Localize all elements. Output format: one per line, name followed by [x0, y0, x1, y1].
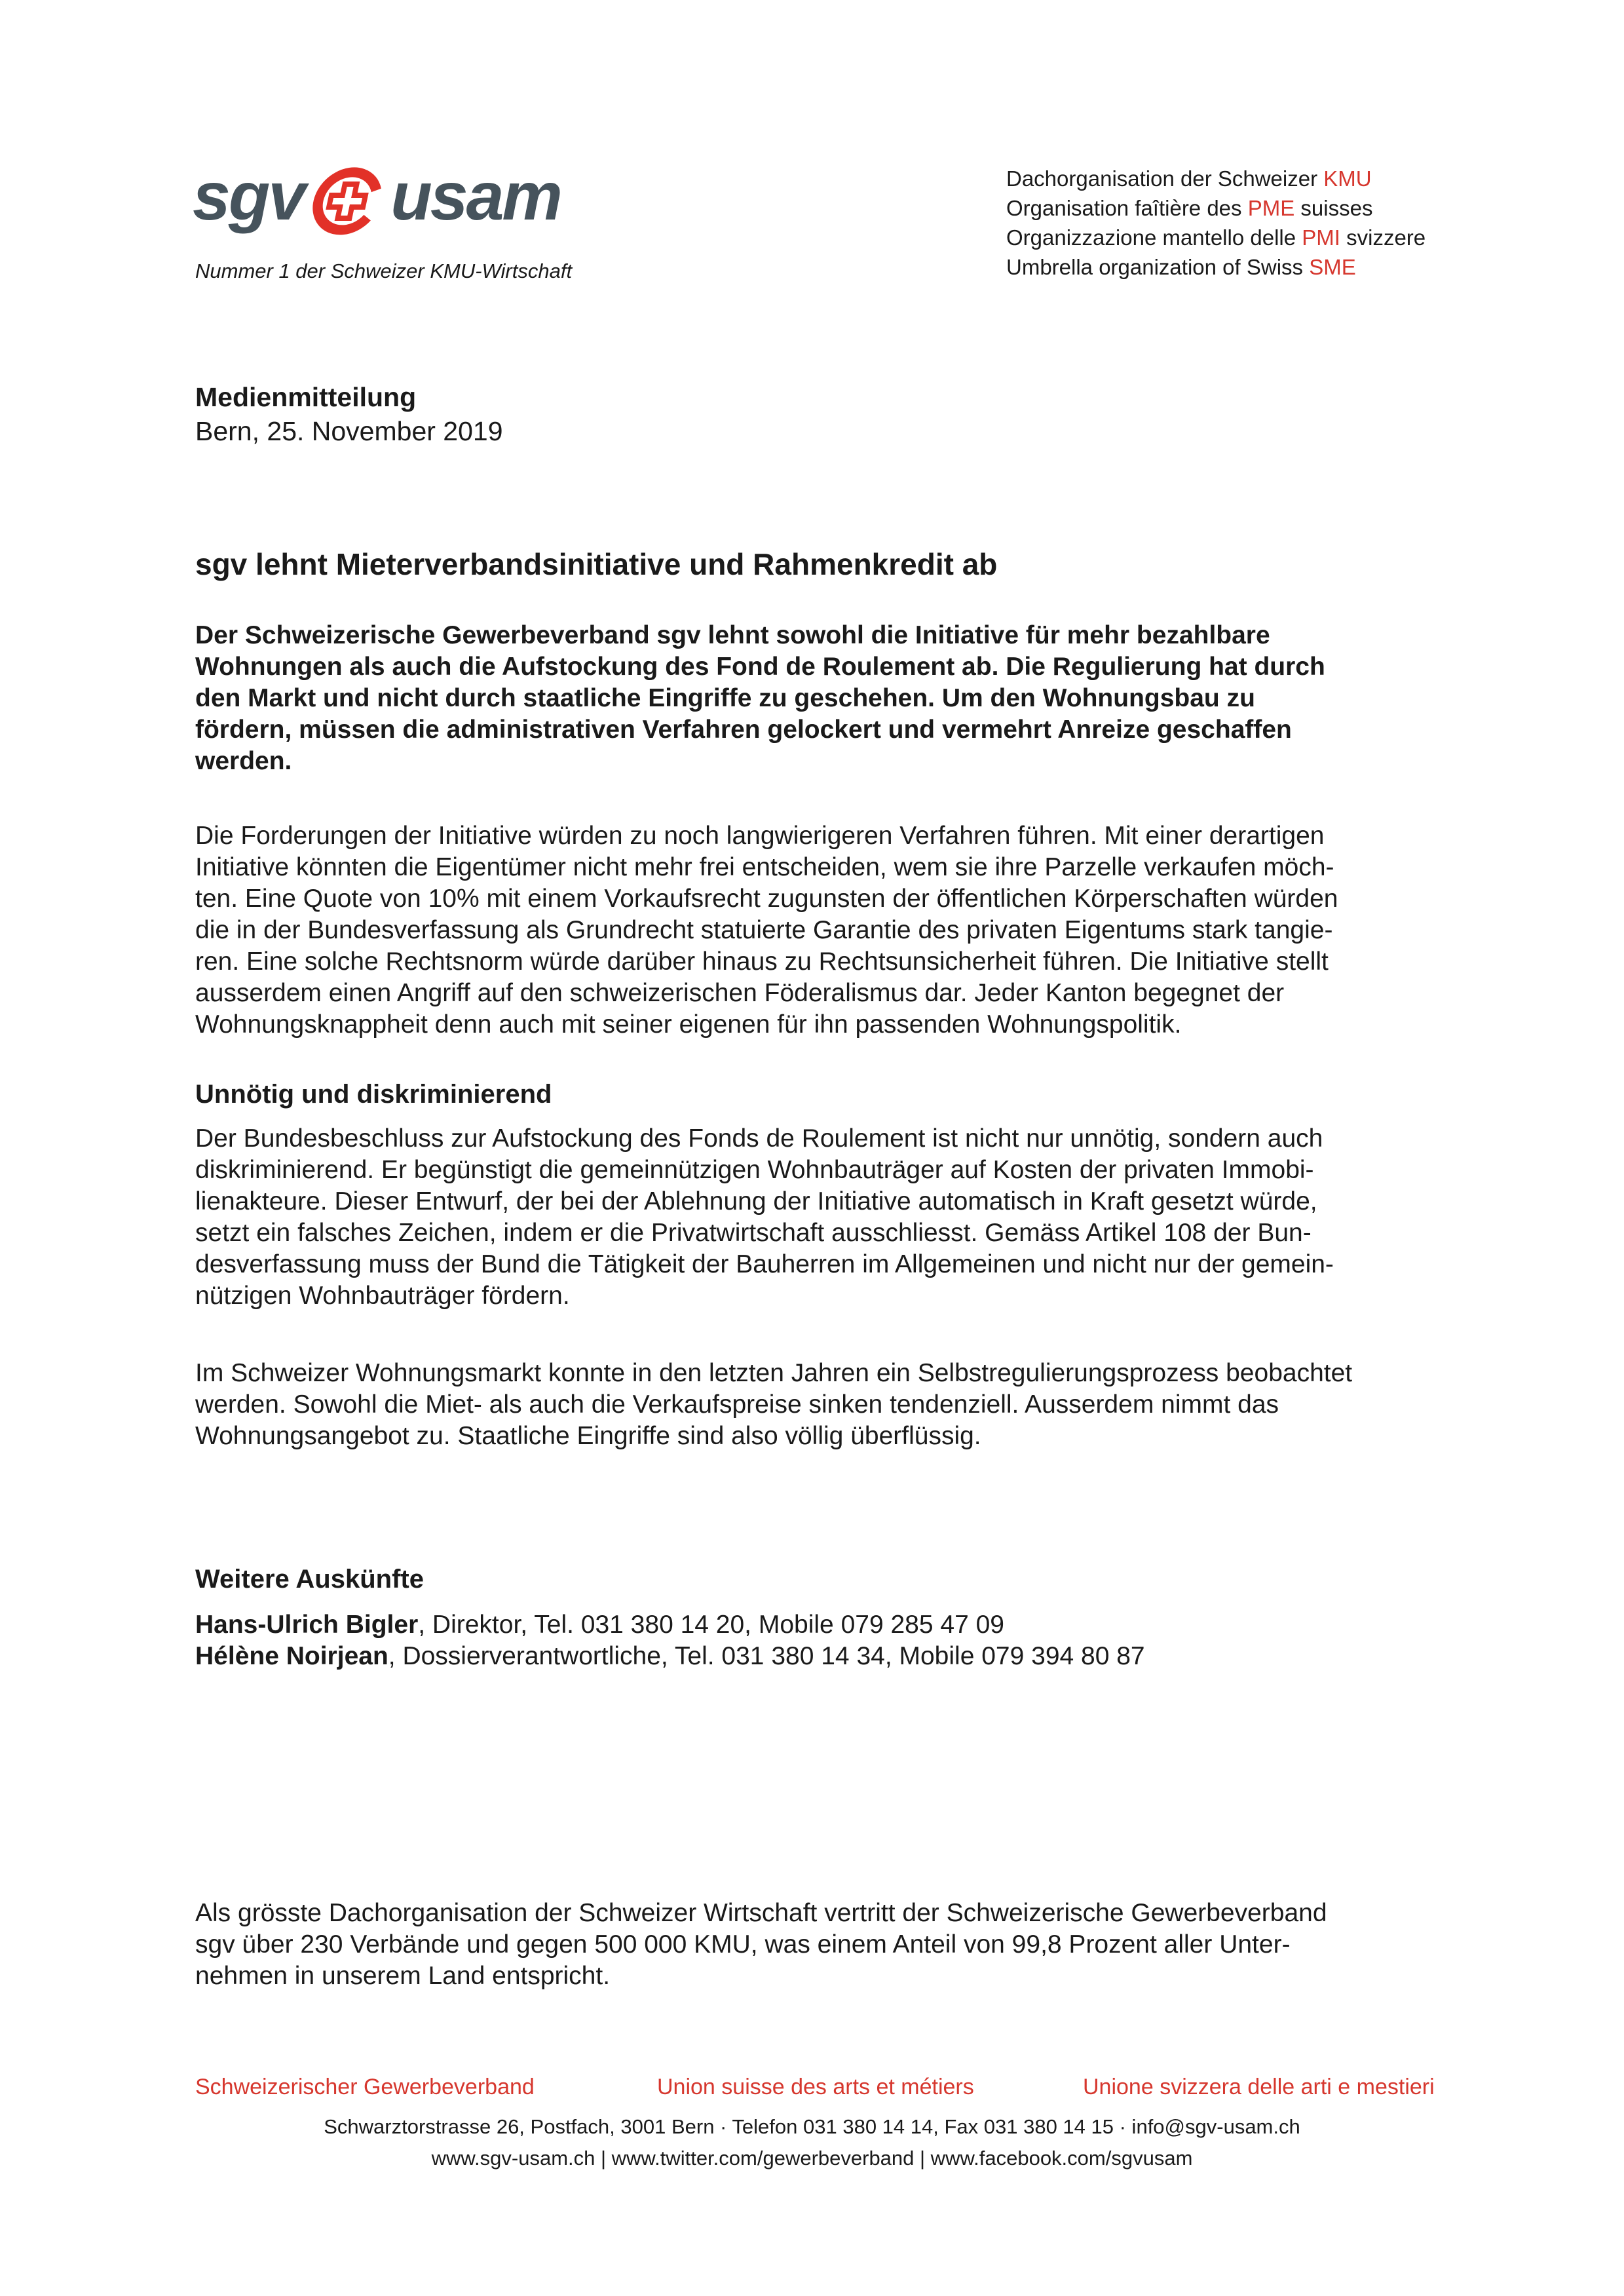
contact-details: , Dossierverantwortliche, Tel. 031 380 14 34, Mobile 079 394 80 87: [388, 1642, 1145, 1670]
contact-name: Hans-Ulrich Bigler: [195, 1611, 419, 1639]
contact-details: , Direktor, Tel. 031 380 14 20, Mobile 079 285 47 09: [418, 1611, 1004, 1639]
org-abbrev-sme: SME: [1309, 255, 1356, 279]
org-line-it: Organizzazione mantello delle PMI svizzere: [1006, 225, 1426, 250]
body-paragraph-2: Der Bundesbeschluss zur Aufstockung des Fonds de Roulement ist nicht nur unnötig, sondern auch diskriminierend. Er begünstigt die gemeinnützigen Wohnbauträger auf Kosten der privaten Immobi- lienakteure. Dieser Entwurf, der bei der Ablehnung der Initiative automatisch in Kraft gesetzt würde, setzt ein falsches Zeichen, indem er die Privatwirtschaft ausschliesst. Gemäss Artikel 108 der Bun- desverfassung muss der Bund die Tätigkeit der Bauherren im Allgemeinen und nicht nur der gemein- nützigen Wohnbauträger fördern.: [195, 1124, 1334, 1310]
swiss-cross-ring-icon: [311, 164, 384, 238]
contact-person: [195, 1609, 1145, 1641]
footer-org-name-de: Schweizerischer Gewerbeverband: [195, 2075, 535, 2099]
sgv-usam-logo: [193, 159, 561, 240]
contacts-block: [195, 1609, 1145, 1672]
org-abbrev-pme: PME: [1247, 196, 1295, 220]
dateline: Bern, 25. November 2019: [195, 416, 503, 446]
org-line-en: Umbrella organization of Swiss SME: [1006, 255, 1356, 279]
contacts-heading: Weitere Auskünfte: [195, 1565, 424, 1594]
org-abbrev-kmu: KMU: [1323, 166, 1372, 191]
footer-links-line: www.sgv-usam.ch | www.twitter.com/gewerbeverband | www.facebook.com/sgvusam: [431, 2147, 1193, 2170]
boilerplate-paragraph: Als grösste Dachorganisation der Schweizer Wirtschaft vertritt der Schweizerische Gewerbeverband sgv über 230 Verbände und gegen 500 000 KMU, was einem Anteil von 99,8 Prozent aller Unter- nehmen in unserem Land entspricht.: [195, 1899, 1327, 1990]
document-meta: [195, 380, 503, 448]
body-paragraph-3: Im Schweizer Wohnungsmarkt konnte in den letzten Jahren ein Selbstregulierungsprozess beobachtet werden. Sowohl die Miet- als auch die Verkaufspreise sinken tendenziell. Ausserdem nimmt das Wohnungsangebot zu. Staatliche Eingriffe sind also völlig überflüssig.: [195, 1359, 1353, 1450]
body-paragraph-1: Die Forderungen der Initiative würden zu noch langwierigeren Verfahren führen. Mit einer derartigen Initiative könnten die Eigentümer nicht mehr frei entscheiden, wem sie ihre Parzelle verkaufen möch- ten. Eine Quote von 10% mit einem Vorkaufsrecht zugunsten der öffentlichen Körperschaften würden die in der Bundesverfassung als Grundrecht statuierte Garantie des privaten Eigentums stark tangie- ren. Eine solche Rechtsnorm würde darüber hinaus zu Rechtsunsicherheit führen. Die Initiative stellt ausserdem einen Angriff auf den schweizerischen Föderalismus dar. Jeder Kanton begegnet der Wohnungsknappheit denn auch mit seiner eigenen für ihn passenden Wohnungspolitik.: [195, 822, 1338, 1039]
footer-address-line: Schwarztorstrasse 26, Postfach, 3001 Bern · Telefon 031 380 14 14, Fax 031 380 14 15 · info@sgv-usam.ch: [324, 2115, 1300, 2138]
footer-org-names: [0, 2075, 1624, 2103]
headline: sgv lehnt Mieterverbandsinitiative und Rahmenkredit ab: [195, 547, 998, 581]
org-description-block: [1006, 164, 1426, 282]
logo-sgv-text: sgv: [193, 159, 305, 235]
document-type-label: Medienmitteilung: [195, 382, 417, 412]
section-subhead: Unnötig und diskriminierend: [195, 1080, 552, 1109]
org-line-de: Dachorganisation der Schweizer KMU: [1006, 166, 1372, 191]
lead-paragraph: Der Schweizerische Gewerbeverband sgv lehnt sowohl die Initiative für mehr bezahlbare Wohnungen als auch die Aufstockung des Fond de Roulement ab. Die Regulierung hat durch den Markt und nicht durch staatliche Eingriffe zu geschehen. Um den Wohnungsbau zu fördern, müssen die administrativen Verfahren gelockert und vermehrt Anreize geschaffen werden.: [195, 621, 1325, 775]
contact-name: Hélène Noirjean: [195, 1642, 388, 1670]
contact-person: [195, 1641, 1145, 1672]
logo-tagline: Nummer 1 der Schweizer KMU-Wirtschaft: [195, 259, 573, 282]
footer-org-name-it: Unione svizzera delle arti e mestieri: [1083, 2075, 1435, 2099]
org-line-fr: Organisation faîtière des PME suisses: [1006, 196, 1373, 220]
footer-org-name-fr: Union suisse des arts et métiers: [657, 2075, 974, 2099]
org-abbrev-pmi: PMI: [1302, 225, 1340, 250]
logo-usam-text: usam: [390, 159, 561, 235]
